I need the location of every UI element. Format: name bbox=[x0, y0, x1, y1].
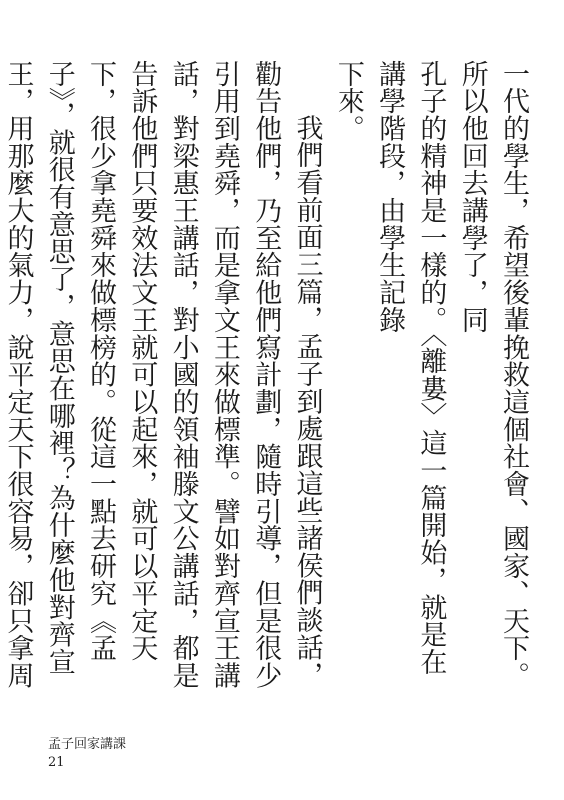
paragraph-1 bbox=[328, 60, 534, 700]
paragraph-1-line-1: 一代的學生，希望後輩挽救這個社會、國家、天下。所以他回去講學了，同 bbox=[456, 60, 529, 690]
page-footer bbox=[48, 736, 126, 772]
body-text bbox=[2, 60, 534, 700]
paragraph-1-line-3: 下來。 bbox=[332, 60, 364, 143]
paragraph-2: 我們看前面三篇，孟子到處跟這些諸侯們談話，勸告他們，乃至給他們寫計劃，隨時引導，但是很少引用到堯舜，而是拿文王來做標準。譬如對齊宣王講話，對梁惠王講話，對小國的領袖滕文公講話，都是告訴他們只要效法文王就可以起來，就可以平定天下，很少拿堯舜來做標榜的。從這一點去研究《孟子》，就很有意思了，意思在哪裡？為什麼他對齊宣王，用那麼大的氣力，說平定天下很容易，卻只拿周 bbox=[2, 60, 323, 690]
book-title: 孟子回家講課 bbox=[48, 737, 127, 752]
page-number: 21 bbox=[48, 755, 65, 770]
paragraph-1-line-2: 孔子的精神是一樣的。〈離婁〉這一篇開始，就是在講學階段，由學生記錄 bbox=[374, 60, 447, 676]
